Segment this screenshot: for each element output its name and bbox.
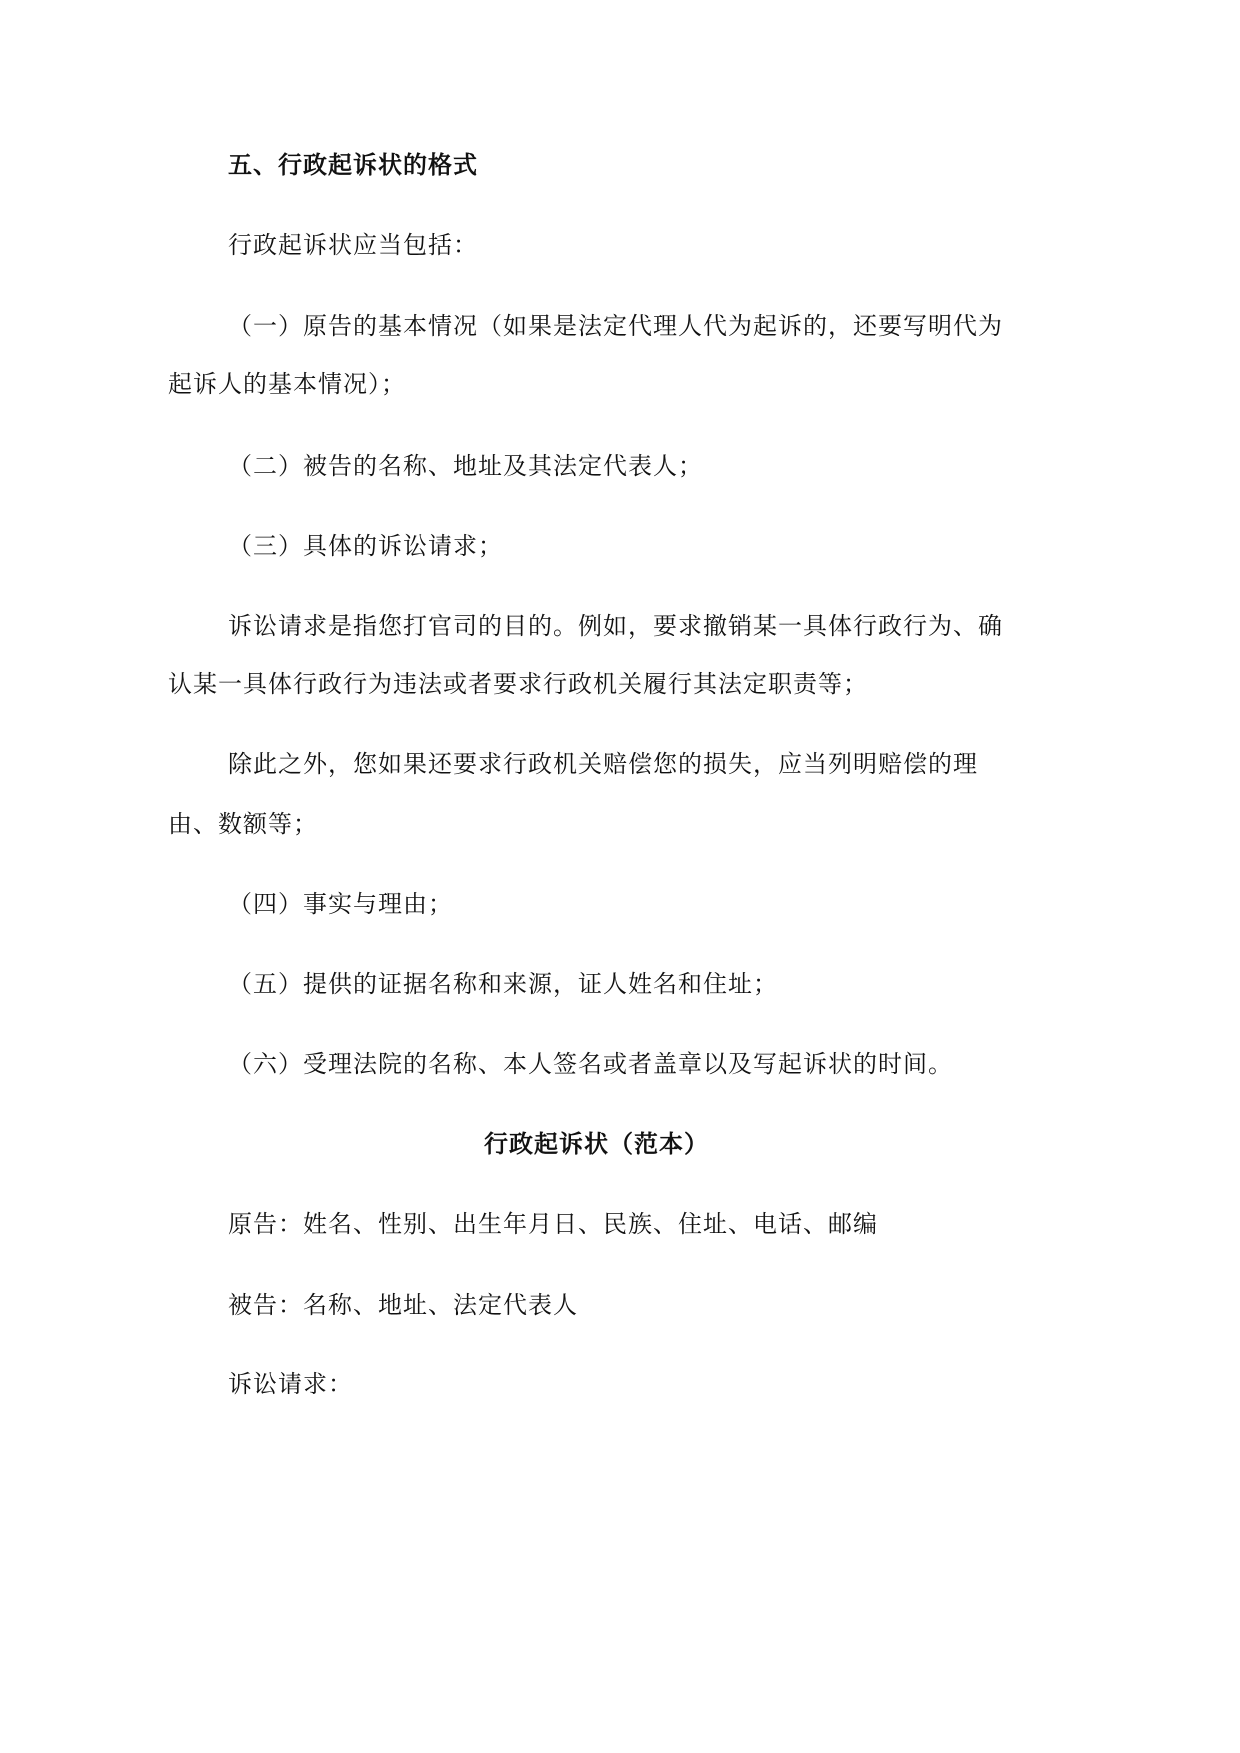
item-3: （三）具体的诉讼请求； <box>228 532 503 560</box>
claims-paragraph-line-1: 诉讼请求是指您打官司的目的。例如，要求撤销某一具体行政行为、确 <box>228 612 1003 640</box>
compensation-paragraph-line-2: 由、数额等； <box>168 810 318 838</box>
item-1-line-1: （一）原告的基本情况（如果是法定代理人代为起诉的，还要写明代为 <box>228 312 1003 340</box>
item-1-line-2: 起诉人的基本情况）； <box>168 370 406 398</box>
compensation-paragraph-line-1: 除此之外，您如果还要求行政机关赔偿您的损失，应当列明赔偿的理 <box>228 750 978 778</box>
plaintiff-line: 原告：姓名、性别、出生年月日、民族、住址、电话、邮编 <box>228 1210 878 1238</box>
claims-paragraph-line-2: 认某一具体行政行为违法或者要求行政机关履行其法定职责等； <box>168 670 868 698</box>
item-2: （二）被告的名称、地址及其法定代表人； <box>228 452 703 480</box>
template-title: 行政起诉状（范本） <box>484 1129 709 1158</box>
item-5: （五）提供的证据名称和来源，证人姓名和住址； <box>228 970 778 998</box>
item-4: （四）事实与理由； <box>228 890 453 918</box>
defendant-line: 被告：名称、地址、法定代表人 <box>228 1291 578 1319</box>
claims-label: 诉讼请求： <box>228 1370 353 1398</box>
intro-text: 行政起诉状应当包括： <box>228 231 478 259</box>
section-heading: 五、行政起诉状的格式 <box>228 150 478 179</box>
item-6: （六）受理法院的名称、本人签名或者盖章以及写起诉状的时间。 <box>228 1050 953 1078</box>
